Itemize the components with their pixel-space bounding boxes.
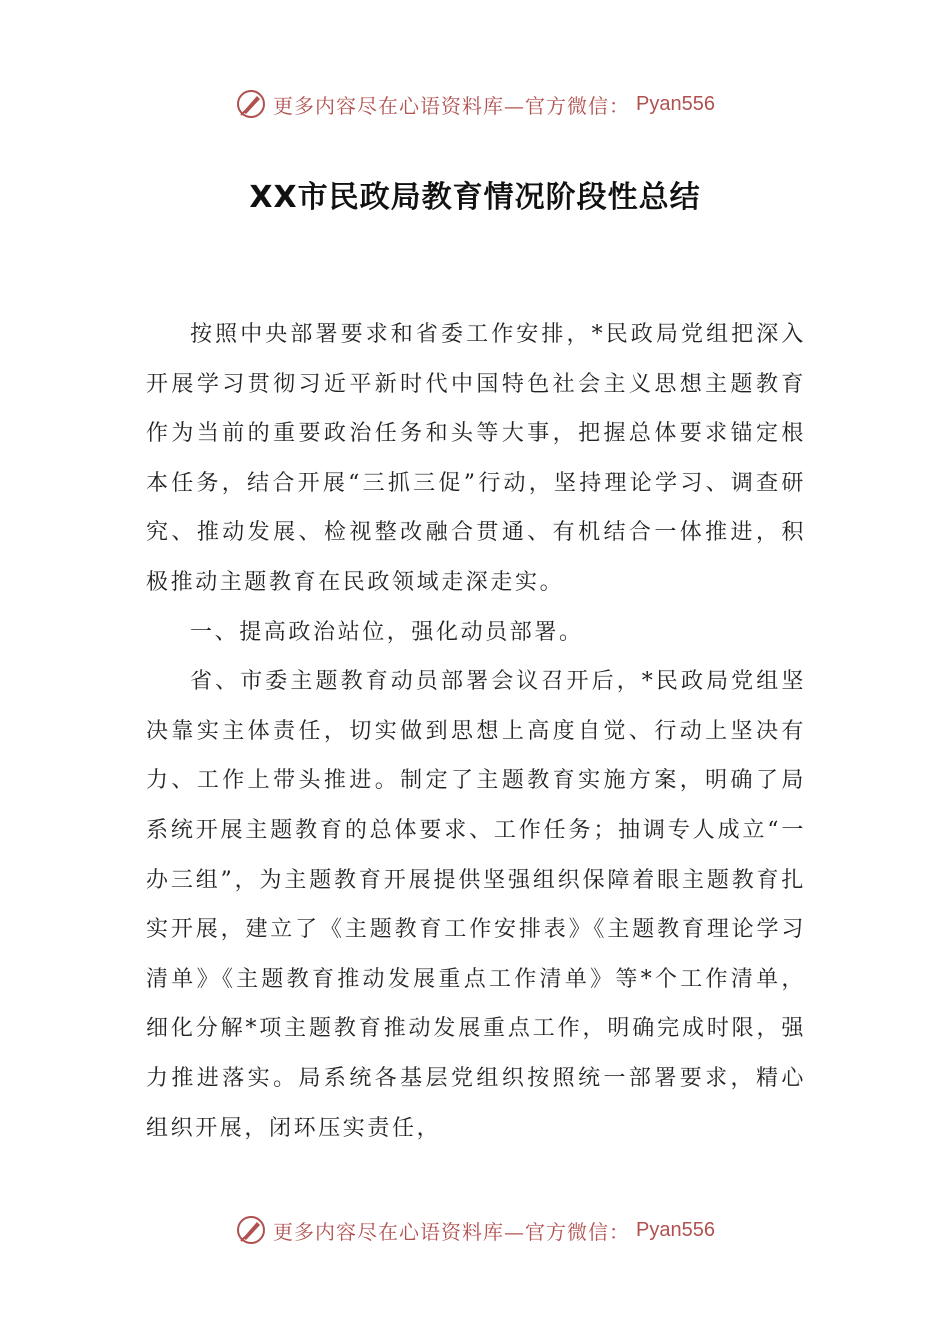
banner-wechat-id: Pyan556: [636, 92, 715, 115]
banner-text: 更多内容尽在心语资料库—官方微信：: [273, 1219, 631, 1244]
banner-wechat-id: Pyan556: [636, 1218, 715, 1241]
quill-pen-logo-icon: [235, 1214, 267, 1246]
paragraph-intro: 按照中央部署要求和省委工作安排，*民政局党组把深入开展学习贯彻习近平新时代中国特色社会主义思想主题教育作为当前的重要政治任务和头等大事，把握总体要求锚定根本任务，结合开展“三抓三促”行动，坚持理论学习、调查研究、推动发展、检视整改融合贯通、有机结合一体推进，积极推动主题教育在民政领域走深走实。: [146, 322, 806, 595]
paragraph-section-1: 省、市委主题教育动员部署会议召开后，*民政局党组坚决靠实主体责任，切实做到思想上高度自觉、行动上坚决有力、工作上带头推进。制定了主题教育实施方案，明确了局系统开展主题教育的总体要求、工作任务；抽调专人成立“一办三组”，为主题教育开展提供坚强组织保障着眼主题教育扎实开展，建立了《主题教育工作安排表》《主题教育理论学习清单》《主题教育推动发展重点工作清单》等*个工作清单，细化分解*项主题教育推动发展重点工作，明确完成时限，强力推进落实。局系统各基层党组织按照统一部署要求，精心组织开展，闭环压实责任，: [146, 669, 806, 1141]
banner-content: [235, 88, 715, 120]
header-banner: [0, 82, 950, 126]
quill-pen-logo-icon: [235, 88, 267, 120]
banner-content: [235, 1214, 715, 1246]
document-body: [146, 310, 806, 1153]
document-title: XX市民政局教育情况阶段性总结: [249, 180, 701, 215]
footer-banner: [0, 1208, 950, 1252]
section-heading-1: 一、提高政治站位，强化动员部署。: [190, 619, 584, 645]
banner-text: 更多内容尽在心语资料库—官方微信：: [273, 93, 631, 118]
